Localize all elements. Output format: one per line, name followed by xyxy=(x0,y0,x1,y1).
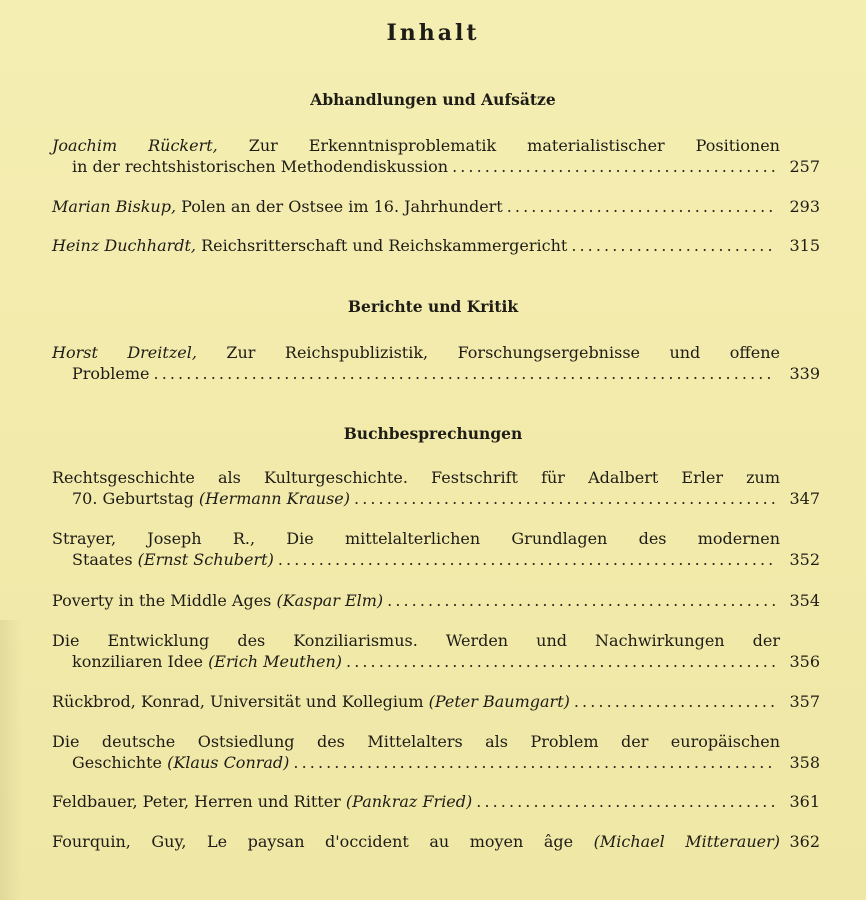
toc-entry xyxy=(52,196,820,217)
section-heading-buchbesprechungen: Buchbesprechungen xyxy=(343,424,523,443)
dot-leader xyxy=(571,235,776,256)
dot-leader xyxy=(278,549,776,570)
section-heading-berichte: Berichte und Kritik xyxy=(347,297,519,316)
entry-author: Joachim Rückert, xyxy=(52,136,218,155)
entry-page-number: 356 xyxy=(789,652,820,671)
dot-leader xyxy=(574,691,776,712)
entry-reviewer: (Erich Meuthen) xyxy=(208,652,343,671)
toc-entry xyxy=(52,528,820,570)
entry-title: Polen an der Ostsee im 16. Jahrhundert xyxy=(181,197,503,216)
entry-title-continued: Probleme xyxy=(72,364,150,383)
entry-title: Rückbrod, Konrad, Universität und Kollegium xyxy=(52,692,424,711)
entry-title: Zur Erkenntnisproblematik materialistischer Positionen xyxy=(248,136,780,155)
dot-leader xyxy=(452,156,776,177)
toc-entry xyxy=(52,590,820,611)
dot-leader xyxy=(476,791,776,812)
entry-author: Horst Dreitzel, xyxy=(52,343,197,362)
entry-page-number: 257 xyxy=(789,157,820,176)
dot-leader xyxy=(387,590,776,611)
toc-entry xyxy=(52,235,820,256)
entry-page-number: 354 xyxy=(789,591,820,610)
entry-title: Rechtsgeschichte als Kulturgeschichte. Festschrift für Adalbert Erler zum xyxy=(52,468,780,487)
entry-title-continued: Geschichte xyxy=(72,753,163,772)
entry-page-number: 358 xyxy=(789,753,820,772)
entry-title: Zur Reichspublizistik, Forschungsergebnisse und offene xyxy=(226,343,780,362)
entry-title: Feldbauer, Peter, Herren und Ritter xyxy=(52,792,341,811)
entry-title: Reichsritterschaft und Reichskammergericht xyxy=(201,236,568,255)
toc-entry xyxy=(52,467,820,509)
entry-page-number: 293 xyxy=(789,197,820,216)
toc-entry xyxy=(52,342,820,384)
section-heading-abhandlungen: Abhandlungen und Aufsätze xyxy=(310,90,556,109)
entry-title-continued: 70. Geburtstag xyxy=(72,489,194,508)
dot-leader xyxy=(293,752,776,773)
dot-leader xyxy=(507,196,776,217)
toc-entry xyxy=(52,691,820,712)
entry-title: Poverty in the Middle Ages xyxy=(52,591,272,610)
entry-title-continued: konziliaren Idee xyxy=(72,652,203,671)
toc-entry xyxy=(52,135,820,177)
entry-reviewer: (Kaspar Elm) xyxy=(276,591,384,610)
entry-author: Heinz Duchhardt, xyxy=(52,236,197,255)
entry-page-number: 339 xyxy=(789,364,820,383)
entry-page-number: 357 xyxy=(789,692,820,711)
dot-leader xyxy=(154,363,776,384)
entry-title: Fourquin, Guy, Le paysan d'occident au moyen âge xyxy=(52,832,574,851)
entry-reviewer: (Pankraz Fried) xyxy=(345,792,473,811)
entry-reviewer: (Ernst Schubert) xyxy=(137,550,274,569)
entry-reviewer: (Michael Mitterauer) xyxy=(593,832,780,851)
entry-author: Marian Biskup, xyxy=(52,197,177,216)
entry-title: Die Entwicklung des Konziliarismus. Werden und Nachwirkungen der xyxy=(52,631,780,650)
entry-page-number: 362 xyxy=(789,832,820,851)
entry-reviewer: (Hermann Krause) xyxy=(198,489,351,508)
dot-leader xyxy=(354,488,776,509)
toc-entry xyxy=(52,630,820,672)
entry-page-number: 352 xyxy=(789,550,820,569)
entry-page-number: 315 xyxy=(789,236,820,255)
entry-page-number: 361 xyxy=(789,792,820,811)
entry-reviewer: (Klaus Conrad) xyxy=(167,753,290,772)
toc-entry xyxy=(52,731,820,773)
entry-title: Strayer, Joseph R., Die mittelalterlichen Grundlagen des modernen xyxy=(52,529,780,548)
dot-leader xyxy=(346,651,776,672)
entry-page-number: 347 xyxy=(789,489,820,508)
entry-reviewer: (Peter Baumgart) xyxy=(428,692,570,711)
entry-title-continued: Staates xyxy=(72,550,133,569)
entry-title-continued: in der rechtshistorischen Methodendiskussion xyxy=(72,157,449,176)
toc-entry xyxy=(52,791,820,812)
toc-entry xyxy=(52,831,820,852)
page-title: Inhalt xyxy=(386,20,480,46)
entry-title: Die deutsche Ostsiedlung des Mittelalters als Problem der europäischen xyxy=(52,732,780,751)
